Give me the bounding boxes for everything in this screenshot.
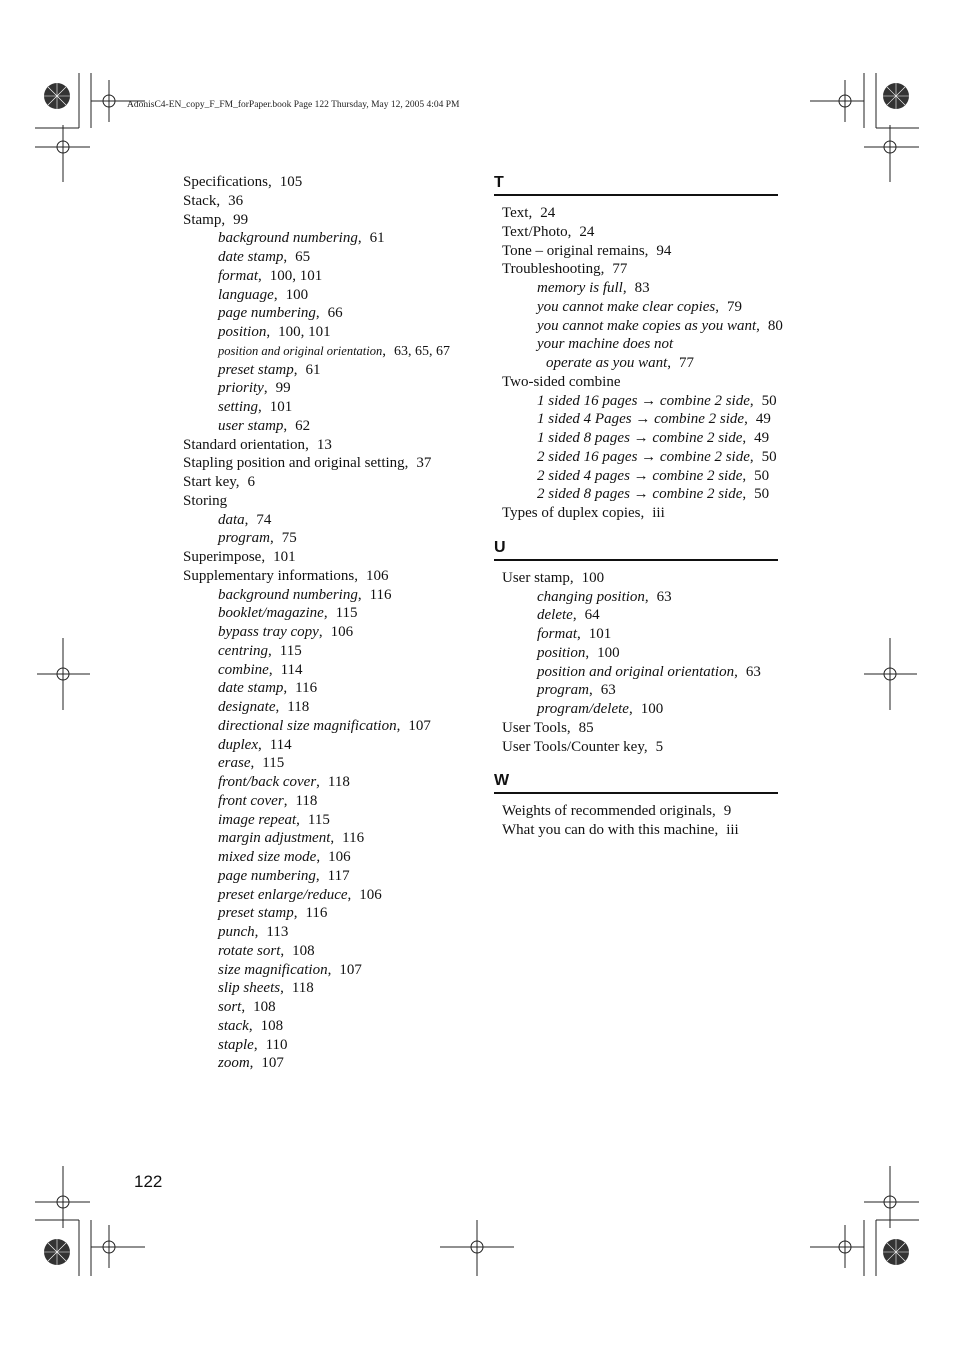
index-page-numbers: 36 (228, 192, 244, 209)
index-entry: What you can do with this machine, iii (502, 822, 739, 838)
index-entry: Tone – original remains, 94 (502, 242, 672, 259)
index-entry: Text/Photo, 24 (502, 223, 595, 240)
index-term: rotate sort (218, 942, 281, 959)
index-page-numbers: 118 (327, 774, 350, 790)
index-term: background numbering (218, 586, 358, 603)
index-term: Tone – original remains (502, 242, 645, 259)
index-entry: operate as you want, 77 (546, 355, 694, 371)
index-term: program/delete (537, 701, 629, 717)
index-page-numbers: 100 (581, 569, 605, 586)
index-page-numbers: 94 (656, 242, 672, 259)
index-page-numbers: 116 (305, 905, 328, 922)
index-entry: 1 sided 16 pages → combine 2 side, 50 (537, 392, 777, 409)
index-page-numbers: 49 (755, 411, 771, 428)
index-entry: zoom, 107 (218, 1055, 284, 1072)
index-term: directional size magnification (218, 717, 397, 734)
index-page-numbers: 114 (269, 736, 292, 753)
index-page-numbers: 6 (247, 474, 256, 490)
index-term: zoom (218, 1055, 250, 1072)
index-term: 2 sided 8 pages → combine 2 side (537, 486, 743, 503)
index-entry: designate, 118 (218, 699, 310, 715)
index-term: Types of duplex copies (502, 505, 641, 521)
index-page-numbers: 24 (540, 205, 556, 221)
index-term: 1 sided 4 Pages → combine 2 side (537, 411, 745, 428)
index-page-numbers: 106 (328, 849, 351, 865)
index-entry: background numbering, 61 (218, 230, 385, 247)
index-term: program (218, 530, 270, 547)
index-term: memory is full (537, 280, 623, 296)
index-entry: mixed size mode, 106 (218, 849, 351, 865)
index-term: front/back cover (218, 774, 317, 790)
index-page-numbers: 50 (754, 486, 770, 503)
index-term: program (537, 682, 589, 699)
index-term: setting (218, 399, 258, 415)
index-entry: User Tools/Counter key, 5 (502, 738, 664, 755)
index-page-numbers: 108 (260, 1017, 284, 1034)
index-term: changing position (537, 588, 645, 605)
index-entry: format, 101 (537, 626, 612, 642)
index-term: position and original orientation (537, 663, 735, 680)
index-page-numbers: 106 (330, 624, 354, 640)
index-term: Start key (183, 474, 236, 490)
index-term: combine (218, 661, 269, 678)
index-entry: Types of duplex copies, iii (502, 505, 665, 521)
index-page-numbers: 50 (761, 448, 777, 465)
index-entry: setting, 101 (218, 399, 293, 415)
index-entry: Supplementary informations, 106 (183, 567, 389, 584)
index-term: What you can do with this machine (502, 822, 715, 838)
index-term: centring (218, 642, 268, 659)
index-term: bypass tray copy (218, 624, 319, 640)
index-page-numbers: 113 (266, 924, 289, 940)
section-letter-heading: U (494, 537, 778, 561)
index-page-numbers: 115 (279, 642, 302, 659)
index-term: Troubleshooting (502, 261, 601, 278)
index-term: size magnification (218, 961, 328, 978)
index-entry: 2 sided 16 pages → combine 2 side, 50 (537, 448, 777, 465)
index-term: language (218, 286, 274, 303)
index-page-numbers: 77 (612, 261, 628, 278)
section-letter-heading: W (494, 770, 778, 794)
index-page-numbers: 118 (295, 792, 318, 809)
index-term: Stapling position and original setting (183, 455, 405, 472)
index-term: image repeat (218, 811, 297, 828)
index-term: staple (218, 1036, 254, 1053)
index-page-numbers: 106 (365, 567, 389, 584)
index-page-numbers: 115 (307, 811, 330, 828)
index-term: 2 sided 16 pages → combine 2 side (537, 448, 750, 465)
index-column-left (183, 173, 473, 1073)
section-letter-heading: T (494, 172, 778, 196)
index-entry: preset stamp, 116 (218, 905, 328, 922)
index-page-numbers: 80 (767, 317, 783, 334)
index-term: Specifications (183, 174, 268, 190)
index-term: mixed size mode (218, 849, 317, 865)
index-entry: position and original orientation, 63 (537, 663, 761, 680)
index-page-numbers: 66 (327, 305, 343, 322)
index-entry: 1 sided 4 Pages → combine 2 side, 49 (537, 411, 771, 428)
index-entry: size magnification, 107 (218, 961, 362, 978)
index-page-numbers: 115 (335, 605, 358, 622)
index-term: erase (218, 755, 251, 772)
index-page-numbers: 118 (291, 980, 314, 997)
index-page-numbers: 100 (597, 644, 620, 661)
index-page-numbers: 13 (316, 436, 332, 453)
index-page-numbers: 116 (342, 830, 365, 847)
index-section (494, 569, 778, 757)
index-page-numbers: iii (652, 505, 665, 521)
index-entry: bypass tray copy, 106 (218, 624, 354, 640)
index-entry: page numbering, 66 (218, 305, 343, 322)
index-term: stack (218, 1017, 249, 1034)
index-entry: date stamp, 116 (218, 680, 318, 697)
index-page-numbers: 108 (292, 942, 315, 959)
index-term: margin adjustment (218, 830, 331, 847)
index-page-numbers: 61 (305, 361, 321, 378)
index-entry: directional size magnification, 107 (218, 717, 431, 734)
index-page-numbers: 77 (679, 355, 694, 371)
index-term: designate (218, 699, 276, 715)
index-entry: sort, 108 (218, 999, 276, 1015)
index-page-numbers: 100 (640, 701, 664, 717)
index-term: operate as you want (546, 355, 668, 371)
index-term: User Tools/Counter key (502, 738, 644, 755)
index-term: User Tools (502, 719, 567, 736)
index-page-numbers: 5 (655, 738, 664, 755)
index-page-numbers: 49 (754, 430, 770, 446)
index-entry: slip sheets, 118 (218, 980, 314, 997)
index-term: 1 sided 16 pages → combine 2 side (537, 392, 750, 409)
index-term: Text (502, 205, 529, 221)
index-term: preset enlarge/reduce (218, 886, 348, 903)
index-entry (183, 492, 473, 511)
index-term: you cannot make clear copies (537, 298, 716, 315)
index-entry: program, 75 (218, 530, 297, 547)
index-entry: stack, 108 (218, 1017, 284, 1034)
index-term: Stamp (183, 211, 222, 228)
index-page-numbers: 85 (578, 719, 594, 736)
index-term: Two-sided combine (502, 373, 621, 390)
index-entry (502, 335, 778, 354)
index-entry: Stamp, 99 (183, 211, 249, 228)
index-page-numbers: 105 (279, 174, 303, 190)
index-page-numbers: 101 (273, 549, 296, 565)
index-term: position and original orientation (218, 343, 383, 358)
index-term: sort (218, 999, 242, 1015)
index-term: Weights of recommended originals (502, 803, 712, 820)
index-entry: format, 100, 101 (218, 267, 323, 284)
index-page-numbers: 116 (369, 586, 392, 603)
index-page-numbers: 117 (327, 867, 350, 884)
index-term: Supplementary informations (183, 567, 355, 584)
index-entry: delete, 64 (537, 607, 600, 624)
index-section (494, 204, 783, 523)
index-entry: booklet/magazine, 115 (218, 605, 358, 622)
index-entry: page numbering, 117 (218, 867, 350, 884)
index-entry: duplex, 114 (218, 736, 292, 753)
index-page-numbers: 107 (261, 1055, 284, 1072)
index-page-numbers: 63 (600, 682, 616, 699)
index-page-numbers: iii (726, 822, 739, 838)
index-term: page numbering (218, 867, 316, 884)
index-term: data (218, 511, 245, 528)
index-page-numbers: 115 (262, 755, 285, 772)
index-page-numbers: 63 (745, 663, 761, 680)
index-entry: changing position, 63 (537, 588, 672, 605)
index-page-numbers: 101 (269, 399, 293, 415)
index-page-numbers: 24 (579, 223, 595, 240)
index-entry: position and original orientation, 63, 65, 67 (218, 342, 450, 359)
index-term: position (218, 324, 267, 340)
index-page-numbers: 101 (588, 626, 612, 642)
index-page-numbers: 100, 101 (269, 267, 323, 284)
index-entry: Specifications, 105 (183, 174, 303, 190)
index-page-numbers: 74 (256, 511, 272, 528)
index-term: priority (218, 380, 264, 397)
index-entry: date stamp, 65 (218, 249, 311, 265)
index-page-numbers: 37 (416, 455, 432, 472)
index-entry: priority, 99 (218, 380, 291, 397)
index-entry: 2 sided 8 pages → combine 2 side, 50 (537, 486, 770, 503)
index-term: 1 sided 8 pages → combine 2 side (537, 430, 743, 446)
page-number: 122 (134, 1172, 163, 1191)
index-term: date stamp (218, 249, 284, 265)
index-entry: background numbering, 116 (218, 586, 392, 603)
index-page-numbers: 116 (295, 680, 318, 697)
index-entry: erase, 115 (218, 755, 285, 772)
index-term: Storing (183, 492, 228, 509)
index-entry: program, 63 (537, 682, 616, 699)
index-term: booklet/magazine (218, 605, 324, 622)
index-entry: combine, 114 (218, 661, 303, 678)
index-entry: you cannot make clear copies, 79 (537, 298, 743, 315)
index-entry: margin adjustment, 116 (218, 830, 365, 847)
index-page-numbers: 83 (634, 280, 650, 296)
index-entry (502, 373, 778, 392)
index-term: your machine does not (537, 336, 674, 353)
index-page-numbers: 9 (723, 803, 732, 820)
index-page-numbers: 107 (408, 717, 431, 734)
index-entry: front cover, 118 (218, 792, 318, 809)
index-term: Superimpose (183, 549, 262, 565)
index-entry: Superimpose, 101 (183, 549, 296, 565)
index-column-right (494, 172, 783, 840)
index-term: page numbering (218, 305, 316, 322)
index-page-numbers: 99 (233, 211, 249, 228)
index-page-numbers: 65 (295, 249, 311, 265)
index-entry: Standard orientation, 13 (183, 436, 332, 453)
index-entry: Weights of recommended originals, 9 (502, 803, 732, 820)
index-page-numbers: 108 (253, 999, 276, 1015)
index-page-numbers: 100, 101 (278, 324, 331, 340)
index-entry: preset enlarge/reduce, 106 (218, 886, 382, 903)
index-entry: preset stamp, 61 (218, 361, 321, 378)
index-page-numbers: 63 (656, 588, 672, 605)
index-entry: rotate sort, 108 (218, 942, 315, 959)
index-entry: Stapling position and original setting, 37 (183, 455, 432, 472)
index-page-numbers: 64 (584, 607, 600, 624)
index-entry: user stamp, 62 (218, 417, 311, 434)
index-entry: Start key, 6 (183, 474, 256, 490)
index-entry: User Tools, 85 (502, 719, 594, 736)
index-entry: punch, 113 (218, 924, 289, 940)
index-page-numbers: 63, 65, 67 (394, 343, 450, 359)
index-term: preset stamp (218, 905, 294, 922)
index-term: position (537, 644, 586, 661)
index-term: date stamp (218, 680, 284, 697)
index-entry: centring, 115 (218, 642, 302, 659)
index-term: Standard orientation (183, 436, 306, 453)
index-term: format (218, 267, 259, 284)
index-entry: memory is full, 83 (537, 280, 650, 296)
index-page-numbers: 118 (287, 699, 310, 715)
index-page-numbers: 50 (761, 392, 777, 409)
index-term: user stamp (218, 417, 284, 434)
index-entry: Troubleshooting, 77 (502, 261, 628, 278)
index-term: Stack (183, 192, 217, 209)
index-page-numbers: 107 (339, 961, 362, 978)
index-entry: data, 74 (218, 511, 272, 528)
index-term: preset stamp (218, 361, 294, 378)
index-term: format (537, 626, 578, 642)
index-term: duplex (218, 736, 258, 753)
index-entry: 2 sided 4 pages → combine 2 side, 50 (537, 467, 770, 484)
index-page-numbers: 61 (369, 230, 385, 247)
index-term: background numbering (218, 230, 358, 247)
index-term: delete (537, 607, 573, 624)
index-entry: language, 100 (218, 286, 309, 303)
index-page-numbers: 114 (280, 661, 303, 678)
index-section (494, 802, 778, 840)
index-page-numbers: 106 (359, 886, 382, 903)
index-entry: image repeat, 115 (218, 811, 330, 828)
index-entry: Stack, 36 (183, 192, 244, 209)
index-page-numbers: 110 (265, 1036, 288, 1053)
index-page-numbers: 79 (727, 298, 743, 315)
index-term: you cannot make copies as you want (537, 317, 757, 334)
index-entry: you cannot make copies as you want, 80 (537, 317, 783, 334)
index-term: 2 sided 4 pages → combine 2 side (537, 467, 743, 484)
index-entry: User stamp, 100 (502, 569, 605, 586)
index-page-numbers: 99 (275, 380, 291, 397)
index-entry: 1 sided 8 pages → combine 2 side, 49 (537, 430, 770, 446)
index-entry: front/back cover, 118 (218, 774, 350, 790)
index-entry: position, 100, 101 (218, 324, 331, 340)
index-page-numbers: 50 (754, 467, 770, 484)
index-page-numbers: 75 (281, 530, 297, 547)
index-page-numbers: 100 (285, 286, 309, 303)
index-term: slip sheets (218, 980, 281, 997)
index-entry: staple, 110 (218, 1036, 288, 1053)
index-term: User stamp (502, 569, 570, 586)
index-term: Text/Photo (502, 223, 568, 240)
index-page-numbers: 62 (295, 417, 311, 434)
index-term: front cover (218, 792, 284, 809)
book-header: AdonisC4-EN_copy_F_FM_forPaper.book Page 122 Thursday, May 12, 2005 4:04 PM (127, 100, 460, 110)
index-entry: program/delete, 100 (537, 701, 664, 717)
index-entry: Text, 24 (502, 205, 556, 221)
index-entry: position, 100 (537, 644, 620, 661)
index-term: punch (218, 924, 255, 940)
